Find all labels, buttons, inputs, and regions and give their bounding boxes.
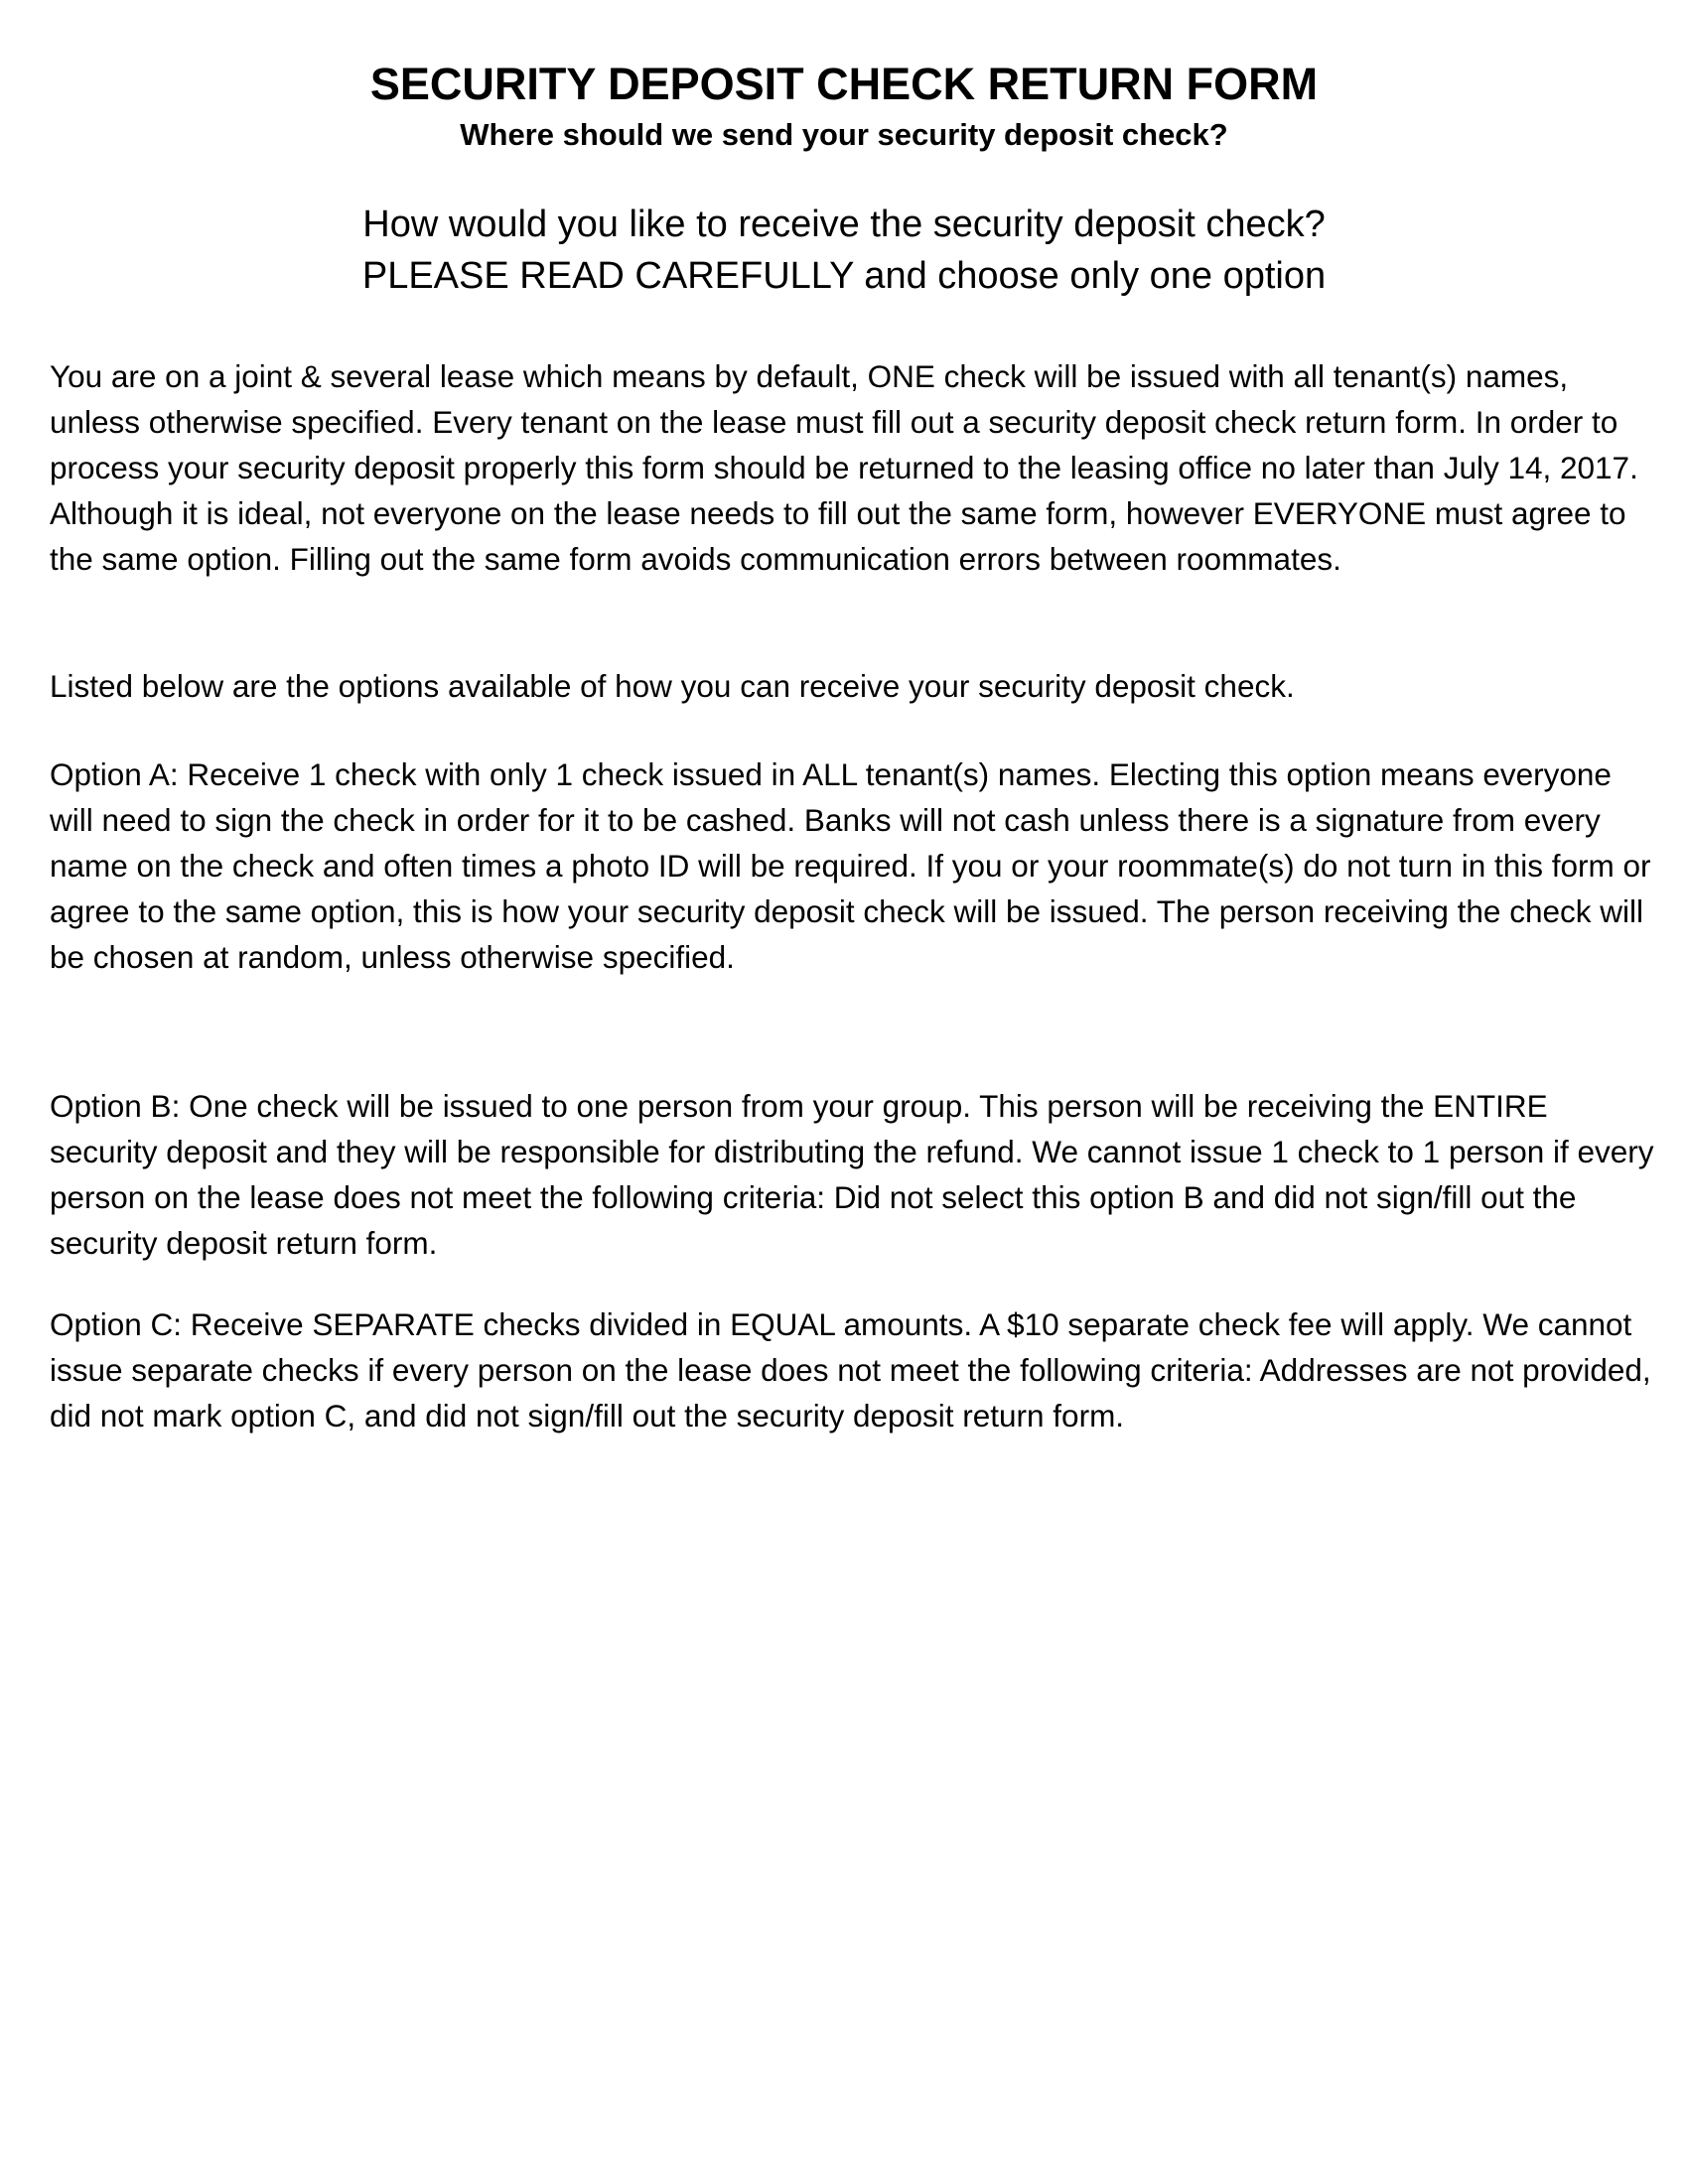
instruction-line-1: How would you like to receive the security deposit check? [362, 204, 1326, 245]
intro-paragraph: You are on a joint & several lease which means by default, ONE check will be issued with all tenant(s) names, unless otherwise specified. Every tenant on the lease must fill out a security deposit check return form. In order to process your security deposit properly this form should be returned to the leasing office no later than July 14, 2017. Although it is ideal, not everyone on the lease needs to fill out the same form, however EVERYONE must agree to the same option. Filling out the same form avoids communication errors between roommates. [50, 358, 1638, 577]
option-c-paragraph: Option C: Receive SEPARATE checks divided in EQUAL amounts. A $10 separate check fee will apply. We cannot issue separate checks if every person on the lease does not meet the following criteria: Addresses are not provided, did not mark option C, and did not sign/fill out the security deposit return form. [50, 1306, 1651, 1433]
page-title: SECURITY DEPOSIT CHECK RETURN FORM [369, 59, 1319, 109]
instruction-heading [0, 199, 1688, 302]
page-subtitle: Where should we send your security deposit check? [460, 117, 1228, 152]
option-a-paragraph: Option A: Receive 1 check with only 1 check issued in ALL tenant(s) names. Electing this option means everyone will need to sign the check in order for it to be cashed. Banks will not cash unless there is a signature from every name on the check and often times a photo ID will be required. If you or your roommate(s) do not turn in this form or agree to the same option, this is how your security deposit check will be issued. The person receiving the check will be chosen at random, unless otherwise specified. [50, 756, 1651, 975]
options-intro-paragraph: Listed below are the options available of how you can receive your security deposit check. [50, 668, 1295, 704]
instruction-line-2: PLEASE READ CAREFULLY and choose only one option [361, 255, 1327, 297]
option-b-paragraph: Option B: One check will be issued to one person from your group. This person will be receiving the ENTIRE security deposit and they will be responsible for distributing the refund. We cannot issue 1 check to 1 person if every person on the lease does not meet the following criteria: Did not select this option B and did not sign/fill out the security deposit return form. [50, 1088, 1654, 1261]
